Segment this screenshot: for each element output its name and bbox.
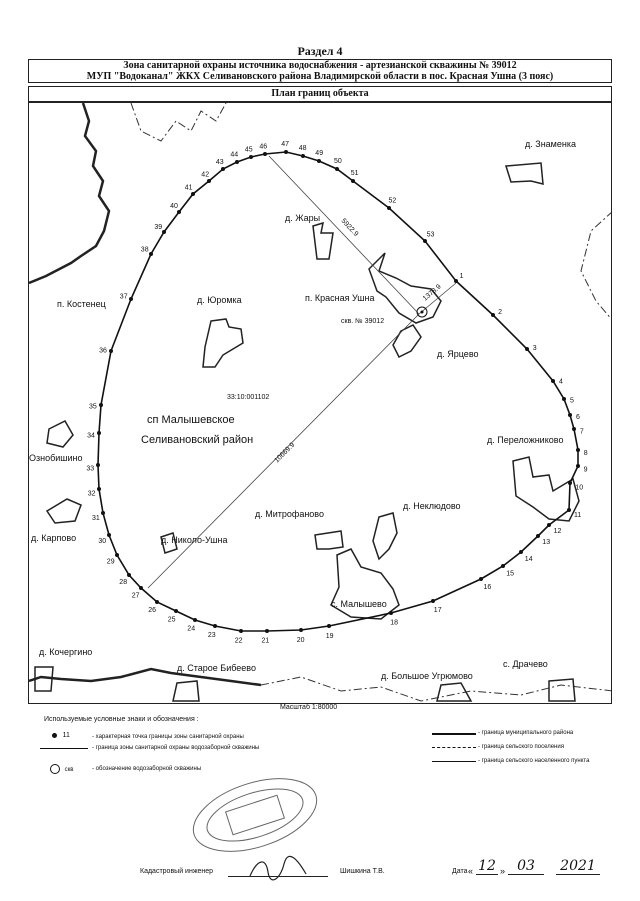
- zone-point-label: 33: [86, 465, 95, 473]
- settlement-zhary: [313, 223, 333, 259]
- zone-point-label: 11: [574, 512, 582, 520]
- settlement-yartsevo: [393, 325, 421, 357]
- label-karpovo: д. Карпово: [31, 533, 77, 543]
- zone-point-label: 20: [296, 636, 305, 644]
- section-title: Раздел 4: [297, 44, 343, 58]
- zone-point-5: [562, 397, 566, 401]
- zone-point-label: 18: [390, 619, 398, 627]
- settlement-bolshoe-ugryumovo: [437, 683, 471, 701]
- zone-point-2: [491, 313, 495, 317]
- zone-point-label: 25: [167, 616, 176, 624]
- settlement-staroe-bibeevo: [173, 681, 199, 701]
- zone-point-17: [431, 599, 435, 603]
- zone-point-32: [97, 487, 101, 491]
- label-yuromka: д. Юромка: [197, 295, 242, 305]
- zone-point-label: 40: [170, 203, 178, 211]
- zone-point-26: [155, 600, 159, 604]
- zone-title-box: [28, 59, 612, 83]
- zone-point-label: 1: [459, 272, 464, 280]
- cadastral-block: 33:10:001102: [227, 394, 270, 401]
- zone-point-label: 13: [542, 539, 551, 547]
- label-perelozhnikovo: д. Переложниково: [487, 435, 564, 445]
- zone-point-label: 19: [325, 633, 334, 640]
- label-ozobishino: Ознобишино: [29, 453, 83, 463]
- distance-label-small: 1378.9: [421, 283, 443, 303]
- point-dot-icon: [52, 733, 57, 738]
- zone-point-label: 3: [532, 345, 537, 353]
- legend-locality-desc: - граница сельского населенного пункта: [478, 758, 590, 764]
- label-kostenets: п. Костенец: [57, 299, 106, 309]
- map-frame: [28, 102, 612, 704]
- zone-point-16: [479, 577, 483, 581]
- zone-point-47: [284, 150, 288, 154]
- legend-well-desc: - обозначение водозаборной скважины: [92, 766, 202, 772]
- zone-points-group: [86, 141, 587, 644]
- date-day: 12: [476, 858, 498, 875]
- engineer-label: Кадастровый инженер: [140, 868, 214, 875]
- label-drachevo: с. Драчево: [503, 659, 548, 669]
- legend-locality-line: [432, 761, 476, 762]
- zone-point-label: 5: [570, 397, 574, 405]
- zone-point-34: [97, 431, 101, 435]
- zone-point-40: [177, 210, 181, 214]
- date-label: Дата: [452, 868, 468, 875]
- zone-point-label: 7: [579, 428, 584, 436]
- stamp-icon: [180, 770, 330, 860]
- zone-point-28: [127, 573, 131, 577]
- zone-point-24: [193, 618, 197, 622]
- distance-label-diag: 10669.9: [273, 441, 297, 465]
- zone-point-label: 45: [244, 146, 253, 154]
- legend-rural-desc: - граница сельского поселения: [478, 744, 564, 750]
- zone-point-53: [423, 239, 427, 243]
- legend-well-sample: скв: [50, 764, 73, 774]
- zone-point-15: [501, 564, 505, 568]
- zone-point-23: [213, 624, 217, 628]
- date-month: 03: [508, 858, 544, 875]
- zone-point-29: [115, 553, 119, 557]
- zone-point-37: [129, 297, 133, 301]
- zone-point-27: [139, 586, 143, 590]
- footer: Кадастровый инженер Шишкина Т.В. Дата « 12 » 03 2021: [0, 860, 640, 890]
- zone-point-label: 8: [583, 450, 588, 458]
- zone-point-3: [525, 347, 529, 351]
- label-nikolo-ushna: д. Николо-Ушна: [161, 535, 228, 545]
- legend-muni-desc: - граница муниципального района: [478, 730, 574, 736]
- zone-point-label: 16: [483, 584, 492, 592]
- map-canvas: [29, 103, 612, 704]
- signature-icon: [246, 854, 316, 884]
- zone-point-31: [101, 511, 105, 515]
- zone-point-label: 10: [575, 484, 584, 492]
- zone-point-label: 44: [230, 151, 239, 159]
- zone-point-50: [335, 167, 339, 171]
- zone-point-label: 46: [259, 143, 268, 151]
- label-bolshoe-ugryumovo: д. Большое Угрюмово: [381, 671, 473, 681]
- zone-point-label: 24: [187, 625, 196, 633]
- zone-point-label: 51: [350, 170, 359, 177]
- zone-point-label: 4: [559, 378, 563, 386]
- label-yartsevo: д. Ярцево: [437, 349, 479, 359]
- zone-point-label: 23: [207, 632, 216, 639]
- zone-point-46: [263, 152, 267, 156]
- zone-point-label: 38: [140, 246, 149, 254]
- label-zhary: д. Жары: [285, 213, 321, 223]
- municipality-line1: сп Малышевское: [147, 414, 235, 426]
- zone-point-35: [99, 403, 103, 407]
- date-year: 2021: [556, 858, 600, 875]
- legend-muni-line: [432, 733, 476, 735]
- zone-point-label: 32: [87, 490, 96, 498]
- municipal-boundary: [29, 103, 109, 283]
- zone-point-41: [191, 192, 195, 196]
- zone-point-14: [519, 550, 523, 554]
- zone-point-20: [299, 628, 303, 632]
- label-kochergino: д. Кочергино: [39, 647, 93, 657]
- zone-point-43: [221, 167, 225, 171]
- zone-point-label: 37: [119, 293, 128, 301]
- settlement-krasnaya-ushna: [369, 253, 441, 323]
- zone-point-4: [551, 379, 555, 383]
- zone-point-label: 53: [426, 231, 435, 239]
- zone-point-48: [301, 154, 305, 158]
- zone-point-11: [567, 508, 571, 512]
- zone-point-6: [568, 413, 572, 417]
- zone-point-label: 49: [315, 150, 324, 157]
- rural-boundary-right: [581, 211, 612, 321]
- zone-point-label: 27: [131, 592, 140, 600]
- label-mitrofanovo: д. Митрофаново: [255, 509, 324, 519]
- zone-point-label: 12: [553, 527, 562, 535]
- zone-title-line2: МУП "Водоканал" ЖКХ Селивановского района Владимирской области в пос. Красная Ушна (3 пояс): [86, 71, 554, 82]
- zone-point-label: 29: [106, 558, 115, 566]
- zone-point-25: [174, 609, 178, 613]
- zone-point-13: [536, 534, 540, 538]
- zone-point-30: [107, 533, 111, 537]
- zone-point-label: 50: [334, 158, 342, 165]
- zone-point-label: 6: [576, 413, 580, 421]
- label-well: скв. № 39012: [341, 318, 385, 325]
- plan-title: План границ объекта: [28, 86, 612, 102]
- label-neklyudovo: д. Неклюдово: [403, 501, 461, 511]
- zone-point-36: [109, 349, 113, 353]
- zone-title-line1: Зона санитарной охраны источника водоснабжения - артезианской скважины № 39012: [123, 60, 517, 71]
- zone-point-9: [576, 464, 580, 468]
- zone-point-label: 43: [215, 159, 224, 166]
- zone-point-label: 15: [506, 570, 514, 578]
- zone-point-45: [249, 155, 253, 159]
- legend-point-sample: 11: [52, 732, 70, 739]
- settlement-karpovo: [47, 499, 81, 523]
- zone-point-label: 36: [99, 347, 107, 355]
- settlement-drachevo: [549, 679, 575, 701]
- zone-point-label: 2: [498, 309, 503, 317]
- zone-point-label: 52: [388, 197, 397, 205]
- zone-point-label: 17: [433, 607, 442, 615]
- zone-point-label: 48: [298, 145, 307, 153]
- legend-zone-line: [40, 748, 88, 749]
- zone-point-label: 21: [261, 637, 270, 645]
- zone-point-label: 26: [148, 606, 156, 614]
- zone-point-label: 14: [524, 555, 533, 563]
- municipality-line2: Селивановский район: [141, 434, 254, 446]
- zone-point-label: 35: [89, 403, 97, 411]
- settlement-znamenka: [506, 163, 543, 184]
- settlement-mitrofanovo: [315, 531, 343, 549]
- zone-point-label: 41: [184, 184, 193, 192]
- zone-point-label: 22: [234, 637, 243, 645]
- zone-point-51: [351, 179, 355, 183]
- distance-label-top: 5922.9: [339, 217, 360, 239]
- zone-point-39: [162, 230, 166, 234]
- zone-point-10: [568, 481, 572, 485]
- zone-point-21: [265, 629, 269, 633]
- zone-point-33: [96, 463, 100, 467]
- settlement-neklyudovo: [373, 513, 397, 559]
- label-staroe-bibeevo: д. Старое Бибеево: [177, 663, 256, 673]
- zone-point-42: [207, 179, 211, 183]
- label-znamenka: д. Знаменка: [525, 139, 576, 149]
- zone-point-38: [149, 252, 153, 256]
- well-icon: [50, 764, 60, 774]
- well-marker: [417, 307, 427, 317]
- legend-rural-line: [432, 747, 476, 748]
- zone-point-label: 39: [154, 223, 163, 231]
- legend-zone-desc: - граница зоны санитарной охраны водозаборной скважины: [92, 745, 260, 751]
- settlement-ozobishino: [47, 421, 73, 447]
- zone-point-label: 47: [281, 141, 289, 149]
- zone-point-19: [327, 624, 331, 628]
- zone-point-label: 28: [119, 579, 128, 586]
- distance-line-top: [269, 156, 419, 314]
- map-scale: Масштаб 1:80000: [280, 704, 338, 711]
- zone-point-label: 42: [201, 171, 210, 179]
- label-malyshevo: с. Малышево: [331, 599, 387, 609]
- label-krasnaya-ushna: п. Красная Ушна: [305, 293, 375, 303]
- rural-boundary-top: [131, 103, 226, 141]
- zone-point-18: [389, 611, 393, 615]
- zone-point-49: [317, 159, 321, 163]
- zone-point-label: 31: [92, 515, 100, 523]
- zone-point-7: [572, 427, 576, 431]
- zone-point-52: [387, 206, 391, 210]
- legend-title: Используемые условные знаки и обозначения :: [44, 716, 199, 723]
- zone-point-22: [239, 629, 243, 633]
- zone-point-1: [454, 279, 458, 283]
- zone-point-44: [235, 160, 239, 164]
- zone-point-label: 9: [583, 466, 588, 474]
- zone-point-label: 34: [87, 432, 95, 440]
- legend-point-desc: - характерная точка границы зоны санитарной охраны: [92, 734, 244, 740]
- engineer-name: Шишкина Т.В.: [340, 868, 385, 875]
- settlement-yuromka: [203, 319, 243, 367]
- zone-point-12: [547, 523, 551, 527]
- zone-point-label: 30: [98, 537, 107, 545]
- zone-point-8: [576, 448, 580, 452]
